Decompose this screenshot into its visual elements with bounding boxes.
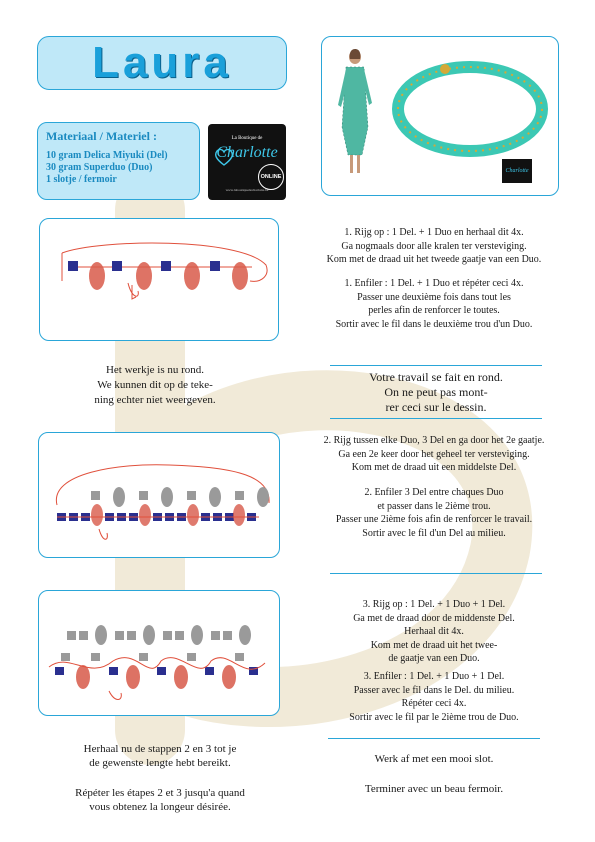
- step-3-fr-line-2: Passer avec le fil dans le Del. du milieu.: [353, 684, 515, 696]
- note-fr-line-3: rer ceci sur le dessin.: [385, 400, 487, 414]
- materials-box: [37, 122, 200, 200]
- step-2-nl-line-1: 2. Rijg tussen elke Duo, 3 Del en ga door het 2e gaatje.: [323, 435, 545, 446]
- repeat-dutch: [40, 742, 280, 770]
- logo-brand: Charlotte: [216, 144, 278, 161]
- finish-french: Terminer avec un beau fermoir.: [364, 783, 504, 795]
- step-2-fr-line-1: 2. Enfiler 3 Del entre chaques Duo: [364, 487, 504, 498]
- page-title: Laura: [92, 38, 232, 87]
- material-line-1: 10 gram Delica Miyuki (Del): [46, 150, 168, 161]
- divider-2: [330, 418, 542, 419]
- step-1-fr-line-2: Passer une deuxième fois dans tout les: [357, 291, 511, 303]
- step-2-fr-line-3: Passer une 2ième fois afin de renforcer le travail.: [335, 514, 533, 525]
- repeat-french: [40, 786, 280, 814]
- step-1-french: [318, 277, 550, 331]
- step-3-dutch: [318, 598, 550, 666]
- step-1-dutch: [318, 226, 550, 267]
- repeat-nl-line-2: de gewenste lengte hebt bereikt.: [89, 757, 231, 769]
- brand-logo: [208, 124, 286, 200]
- step-3-nl-line-5: de gaatje van een Duo.: [388, 653, 480, 664]
- logo-url: www.laboutiquedecharlotte.be: [225, 188, 269, 192]
- step-1-fr-line-3: perles afin de renforcer le toutes.: [368, 305, 500, 316]
- heart-icon: [214, 148, 234, 166]
- finish-dutch: Werk af met een mooi slot.: [374, 753, 494, 765]
- note-nl-line-1: Het werkje is nu rond.: [105, 364, 205, 376]
- product-photo-box: [321, 36, 559, 196]
- note-fr-line-2: On ne peut pas mont-: [384, 385, 488, 399]
- step-1-nl-line-2: Ga nogmaals door alle kralen ter versteviging.: [341, 240, 527, 252]
- step-2-fr-line-2: et passer dans le 2ième trou.: [377, 500, 491, 512]
- step-3-nl-line-1: 3. Rijg op : 1 Del. + 1 Duo + 1 Del.: [362, 599, 506, 610]
- step-2-french: [318, 486, 550, 540]
- repeat-fr-line-1: Répéter les étapes 2 et 3 jusqu'a quand: [75, 787, 245, 799]
- svg-text:Charlotte: Charlotte: [505, 168, 529, 174]
- online-badge: ONLINE: [258, 164, 284, 190]
- step-2-nl-line-2: Ga een 2e keer door het geheel ter versteviging.: [338, 448, 530, 460]
- step-2-fr-line-4: Sortir avec le fil d'un Del au milieu.: [362, 527, 506, 539]
- step-1-fr-line-1: 1. Enfiler : 1 Del. + 1 Duo et répéter ceci 4x.: [344, 278, 524, 289]
- divider-4: [328, 738, 540, 739]
- repeat-fr-line-2: vous obtenez la longeur désirée.: [89, 801, 231, 813]
- divider-1: [330, 365, 542, 366]
- step-3-nl-line-4: Kom met de draad uit het twee-: [370, 639, 498, 651]
- note-nl-line-3: ning echter niet weergeven.: [94, 394, 216, 406]
- step-3-nl-line-3: Herhaal dit 4x.: [404, 626, 464, 637]
- step-1-fr-line-4: Sortir avec le fil dans le deuxième trou d'un Duo.: [335, 318, 533, 330]
- step-1-nl-line-3: Kom met de draad uit het tweede gaatje van een Duo.: [326, 254, 542, 265]
- step-3-fr-line-1: 3. Enfiler : 1 Del. + 1 Duo + 1 Del.: [363, 671, 505, 682]
- step-3-fr-line-4: Sortir avec le fil par le 2ième trou de Duo.: [349, 711, 519, 723]
- diagram-step-2: [38, 432, 280, 558]
- step-3-nl-line-2: Ga met de draad door de middenste Del.: [353, 612, 515, 624]
- diagram-step-1: [39, 218, 279, 341]
- repeat-nl-line-1: Herhaal nu de stappen 2 en 3 tot je: [83, 743, 237, 755]
- divider-3: [330, 573, 542, 574]
- step-3-fr-line-3: Répéter ceci 4x.: [401, 698, 467, 709]
- step-2-dutch: [318, 434, 550, 475]
- note-dutch: [60, 363, 250, 408]
- step-3-french: [318, 670, 550, 724]
- note-nl-line-2: We kunnen dit op de teke-: [97, 379, 213, 391]
- step-1-nl-line-1: 1. Rijg op : 1 Del. + 1 Duo en herhaal dit 4x.: [344, 227, 524, 238]
- step-2-nl-line-3: Kom met de draad uit een middelste Del.: [351, 462, 517, 473]
- note-fr-line-1: Votre travail se fait en rond.: [369, 370, 503, 384]
- material-line-2: 30 gram Superduo (Duo): [46, 162, 153, 173]
- materials-heading: Materiaal / Materiel :: [46, 129, 157, 143]
- note-french: [330, 370, 542, 415]
- material-line-3: 1 slotje / fermoir: [46, 174, 117, 185]
- product-photo: [322, 37, 558, 195]
- logo-small-text: La Boutique de: [231, 136, 263, 141]
- diagram-step-3: [38, 590, 280, 716]
- title-banner: [37, 36, 287, 90]
